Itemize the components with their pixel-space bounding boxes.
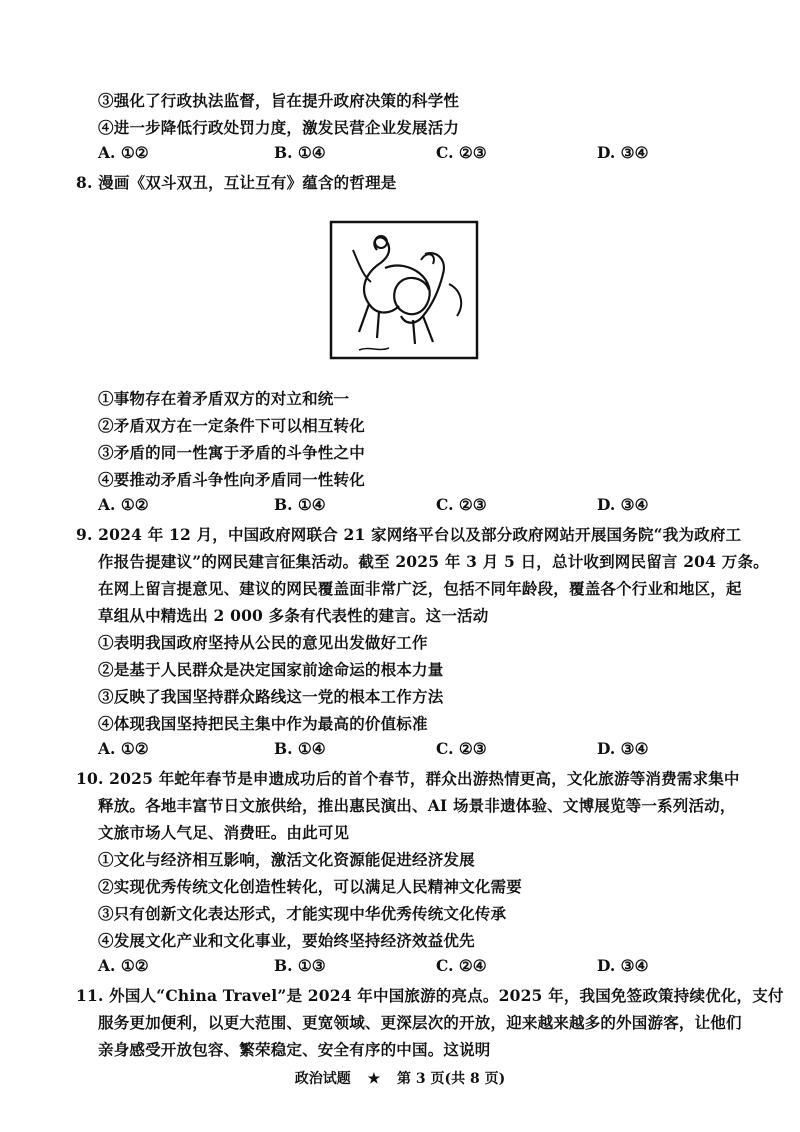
q9-stem-line-2: 作报告提建议”的网民建言征集活动。截至 2025 年 3 月 5 日，总计收到网民留言 204 万条。 [98,552,769,571]
q10-statement-2: ②实现优秀传统文化创造性转化，可以满足人民精神文化需要 [98,877,522,896]
q11-stem-line-1: 11. 外国人“China Travel”是 2024 年中国旅游的亮点。2025 年，我国免签政策持续优化，支付 [76,986,784,1005]
q8-option-c: C. ②③ [436,495,487,514]
q8-option-b: B. ①④ [274,495,326,514]
q10-statement-1: ①文化与经济相互影响，激活文化资源能促进经济发展 [98,850,475,869]
q9-statement-1: ①表明我国政府坚持从公民的意见出发做好工作 [98,633,428,652]
q11-stem-line-2: 服务更加便利，以更大范围、更宽领域、更深层次的开放，迎来越来越多的外国游客，让他们 [98,1013,742,1032]
q9-statement-3: ③反映了我国坚持群众路线这一党的根本工作方法 [98,687,444,706]
q8-option-d: D. ③④ [597,495,649,514]
q10-option-d: D. ③④ [597,956,649,975]
footer-page-number: 第 3 页(共 8 页) [397,1071,506,1087]
q9-stem-line-1: 9. 2024 年 12 月，中国政府网联合 21 家网络平台以及部分政府网站开展国务院“我为政府工 [76,525,742,544]
q9-option-d: D. ③④ [597,739,649,758]
q9-stem-line-3: 在网上留言提意见、建议的网民覆盖面非常广泛，包括不同年龄段，覆盖各个行业和地区，起 [98,579,742,598]
q8-statement-2: ②矛盾双方在一定条件下可以相互转化 [98,416,365,435]
q8-statement-4: ④要推动矛盾斗争性向矛盾同一性转化 [98,470,365,489]
q7-option-c: C. ②③ [436,143,487,162]
q10-option-a: A. ①② [98,956,149,975]
q9-option-b: B. ①④ [274,739,326,758]
q11-stem-line-3: 亲身感受开放包容、繁荣稳定、安全有序的中国。这说明 [98,1040,491,1059]
q8-option-a: A. ①② [98,495,149,514]
star-icon: ★ [367,1071,381,1087]
q7-option-d: D. ③④ [597,143,649,162]
page-footer [0,1068,800,1088]
q8-statement-3: ③矛盾的同一性寓于矛盾的斗争性之中 [98,443,365,462]
q9-stem-line-4: 草组从中精选出 2 000 多条有代表性的建言。这一活动 [98,606,489,625]
footer-subject: 政治试题 [294,1071,351,1087]
q7-option-a: A. ①② [98,143,149,162]
q8-stem: 8. 漫画《双斗双丑，互让互有》蕴含的哲理是 [76,173,397,192]
cartoon-two-figures-icon [329,220,479,360]
q10-stem-line-3: 文旅市场人气足、消费旺。由此可见 [98,823,350,842]
q10-stem-line-1: 10. 2025 年蛇年春节是申遗成功后的首个春节，群众出游热情更高，文化旅游等消费需求集中 [76,769,740,788]
q7-statement-4: ④进一步降低行政处罚力度，激发民营企业发展活力 [98,118,460,137]
q7-option-b: B. ①④ [274,143,326,162]
q10-option-c: C. ②④ [436,956,487,975]
q9-statement-4: ④体现我国坚持把民主集中作为最高的价值标准 [98,714,428,733]
q10-statement-3: ③只有创新文化表达形式，才能实现中华优秀传统文化传承 [98,904,507,923]
q9-option-c: C. ②③ [436,739,487,758]
q10-option-b: B. ①③ [274,956,326,975]
q7-statement-3: ③强化了行政执法监督，旨在提升政府决策的科学性 [98,91,460,110]
q10-statement-4: ④发展文化产业和文化事业，要始终坚持经济效益优先 [98,931,475,950]
q8-statement-1: ①事物存在着矛盾双方的对立和统一 [98,389,350,408]
q9-option-a: A. ①② [98,739,149,758]
q9-statement-2: ②是基于人民群众是决定国家前途命运的根本力量 [98,660,444,679]
q10-stem-line-2: 释放。各地丰富节日文旅供给，推出惠民演出、AI 场景非遗体验、文博展览等一系列活动， [98,796,736,815]
